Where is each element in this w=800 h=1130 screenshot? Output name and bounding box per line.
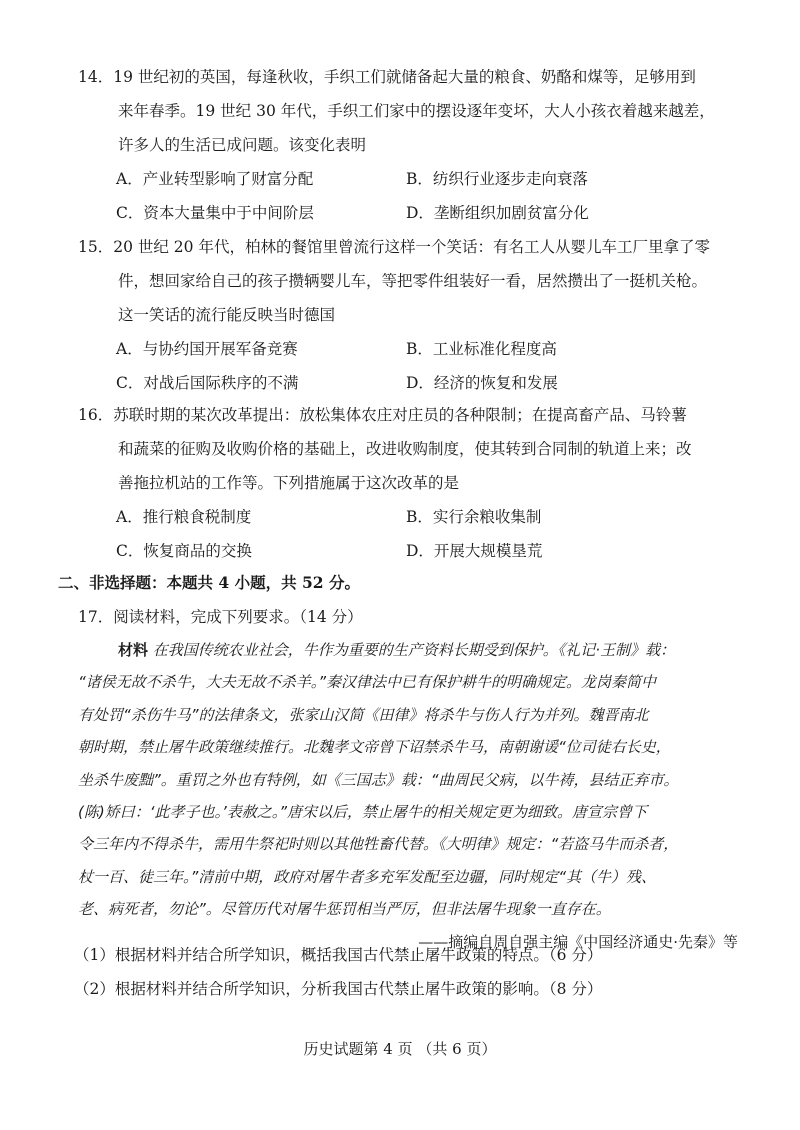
section-2: [58, 566, 728, 634]
question-stem-line: 和蔬菜的征购及收购价格的基础上，改进收购制度，使其转到合同制的轨道上来；改: [118, 440, 692, 458]
page-footer: 历史试题第 4 页 （共 6 页）: [303, 1040, 497, 1058]
material-line: 朝时期，禁止屠牛政策继续推行。北魏孝文帝曾下诏禁杀牛马，南朝谢谖“位司徒右长史，: [78, 738, 671, 757]
option-c: C．恢复商品的交换: [116, 542, 252, 560]
option-d: D．经济的恢复和发展: [406, 374, 558, 392]
material-line: 令三年内不得杀牛，需用牛祭祀时则以其他牲畜代替。《大明律》规定：“若盗马牛而杀者，: [78, 835, 679, 854]
question-17-intro: 17．阅读材料，完成下列要求。（14 分）: [78, 608, 363, 626]
material-source: ——摘编自周自强主编《中国经济通史·先秦》等: [418, 932, 738, 951]
option-a: A．推行粮食税制度: [116, 508, 252, 526]
material-label: 材料: [118, 641, 149, 659]
option-b: B．工业标准化程度高: [406, 340, 557, 358]
option-b: B．实行余粮收集制: [406, 508, 542, 526]
question-14: [78, 60, 728, 230]
option-c: C．资本大量集中于中间阶层: [116, 204, 314, 222]
material-block: [78, 634, 738, 958]
sub-question-2: （2）根据材料并结合所学知识，分析我国古代禁止屠牛政策的影响。（8 分）: [74, 980, 603, 998]
question-stem-line: 来年春季。19 世纪 30 年代，手织工们家中的摆设逐年变坏，大人小孩衣着越来越差，: [118, 102, 715, 120]
question-stem-line: 善拖拉机站的工作等。下列措施属于这次改革的是: [118, 474, 460, 492]
answer-options: [78, 332, 728, 400]
material-line: 坐杀牛废黜”。重罚之外也有特例，如《三国志》载：“曲周民父病，以牛祷，县结正弃市。: [78, 770, 679, 789]
question-stem-line: 许多人的生活已成问题。该变化表明: [118, 136, 367, 154]
material-text: 在我国传统农业社会，牛作为重要的生产资料长期受到保护。《礼记·王制》载：: [152, 641, 676, 659]
question-stem-line: 16．苏联时期的某次改革提出：放松集体农庄对庄员的各种限制；在提高畜产品、马铃薯: [78, 406, 687, 424]
answer-options: [78, 500, 728, 568]
answer-options: [78, 162, 728, 230]
question-17-subquestions: [74, 938, 728, 1006]
option-c: C．对战后国际秩序的不满: [116, 374, 299, 392]
material-line: (陈)矫曰：‘此孝子也。’表赦之。”唐宋以后，禁止屠牛的相关规定更为细致。唐宣宗曾下: [78, 803, 648, 822]
question-stem-line: 14．19 世纪初的英国，每逢秋收，手织工们就储备起大量的粮食、奶酪和煤等，足够用到: [78, 68, 696, 86]
question-15: [78, 230, 728, 400]
option-a: A．与协约国开展军备竞赛: [116, 340, 298, 358]
sub-question-1: （1）根据材料并结合所学知识，概括我国古代禁止屠牛政策的特点。（6 分）: [74, 946, 603, 964]
question-stem-line: 这一笑话的流行能反映当时德国: [118, 306, 336, 324]
material-line: 杖一百、徒三年。”清前中期，政府对屠牛者多充军发配至边疆，同时规定“其（牛）残、: [78, 867, 657, 886]
option-d: D．开展大规模垦荒: [406, 542, 543, 560]
option-b: B．纺织行业逐步走向衰落: [406, 170, 588, 188]
question-16: [78, 398, 728, 568]
material-line: 老、病死者，勿论”。尽管历代对屠牛惩罚相当严厉，但非法屠牛现象一直存在。: [78, 900, 611, 919]
option-a: A．产业转型影响了财富分配: [116, 170, 314, 188]
section-title: 二、非选择题：本题共 4 小题，共 52 分。: [58, 573, 360, 592]
material-line: “诸侯无故不杀牛，大夫无故不杀羊。”秦汉律法中已有保护耕牛的明确规定。龙岗秦简中: [78, 673, 657, 692]
question-stem-line: 15．20 世纪 20 年代，柏林的餐馆里曾流行这样一个笑话：有名工人从婴儿车工厂里拿了零: [78, 238, 710, 256]
question-stem-line: 件，想回家给自己的孩子攒辆婴儿车，等把零件组装好一看，居然攒出了一挺机关枪。: [118, 272, 708, 290]
material-line: 有处罚“杀伤牛马”的法律条文，张家山汉简《田律》将杀牛与伤人行为并列。魏晋南北: [78, 705, 649, 724]
option-d: D．垄断组织加剧贫富分化: [406, 204, 589, 222]
material-line: [78, 634, 738, 666]
